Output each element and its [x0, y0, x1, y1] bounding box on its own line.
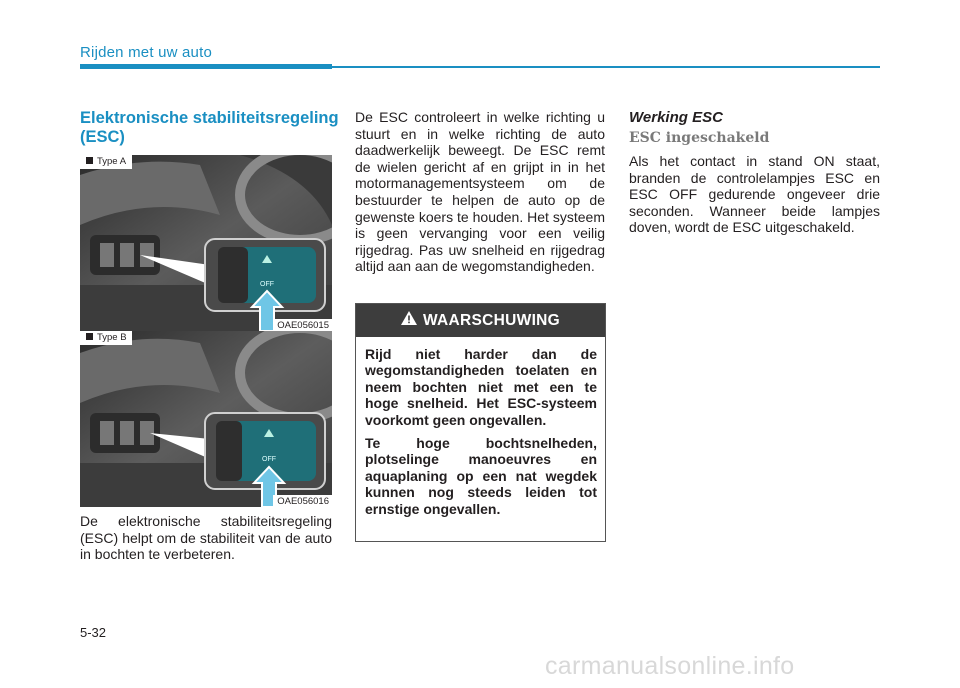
warning-box	[355, 303, 606, 542]
button-off-text: OFF	[260, 281, 274, 288]
esc-description: De ESC controleert in welke richting u stuurt en in welke richting de auto daadwerkelijk beweegt. De ESC remt de wielen gericht af en grijpt in in het motormanagementsysteem om de bestuurder te helpen de auto op de gewenste koers te houden. Het systeem is geen vervanging voor een veilig rijgedrag. Pas uw snelheid en rijgedrag altijd aan aan de wegomstandigheden.	[355, 109, 605, 275]
figure-a-photo	[80, 155, 332, 331]
figure-b-label	[80, 331, 132, 345]
warning-header	[356, 304, 605, 337]
warning-triangle-icon	[401, 311, 417, 330]
figure-a-type: Type A	[97, 156, 127, 167]
header-rule-thick	[80, 64, 332, 69]
esc-on-subheading: ESC ingeschakeld	[629, 130, 770, 146]
dashboard-illustration-a	[80, 155, 332, 331]
bullet-square-icon	[86, 157, 93, 164]
warning-paragraph-2: Te hoge bochtsnelheden, plotselinge manoeuvres en aquaplaning op een nat wegdek kunnen nog steeds leiden tot ernstige ongevallen.	[365, 435, 597, 517]
figure-b-code: OAE056016	[273, 495, 332, 507]
watermark: carmanualsonline.info	[545, 652, 795, 680]
operation-heading: Werking ESC	[629, 109, 723, 126]
dashboard-illustration-b	[80, 331, 332, 507]
bullet-square-icon	[86, 333, 93, 340]
button-off-text: OFF	[262, 456, 276, 463]
warning-body	[356, 337, 605, 517]
header-rule-thin	[332, 66, 880, 68]
section-title: Rijden met uw auto	[80, 44, 213, 61]
page-number: 5-32	[80, 625, 107, 640]
intro-paragraph: De elektronische stabiliteitsregeling (ESC) helpt om de stabiliteit van de auto in bochten te verbeteren.	[80, 513, 332, 563]
esc-heading: Elektronische stabiliteitsregeling (ESC)	[80, 109, 339, 146]
warning-paragraph-1: Rijd niet harder dan de wegomstandigheden toelaten en neem bochten niet met een te hoge snelheid. Het ESC-systeem voorkomt geen ongevallen.	[365, 346, 597, 428]
esc-on-text: Als het contact in stand ON staat, branden de controlelampjes ESC en ESC OFF gedurende ongeveer drie seconden. Wanneer beide lampjes doven, wordt de ESC uitgeschakeld.	[629, 153, 880, 236]
figure-b-type: Type B	[97, 332, 127, 343]
figure-a-label	[80, 155, 132, 169]
figure-a-code: OAE056015	[273, 319, 332, 331]
figure-b-photo	[80, 331, 332, 507]
warning-title: WAARSCHUWING	[422, 311, 561, 329]
